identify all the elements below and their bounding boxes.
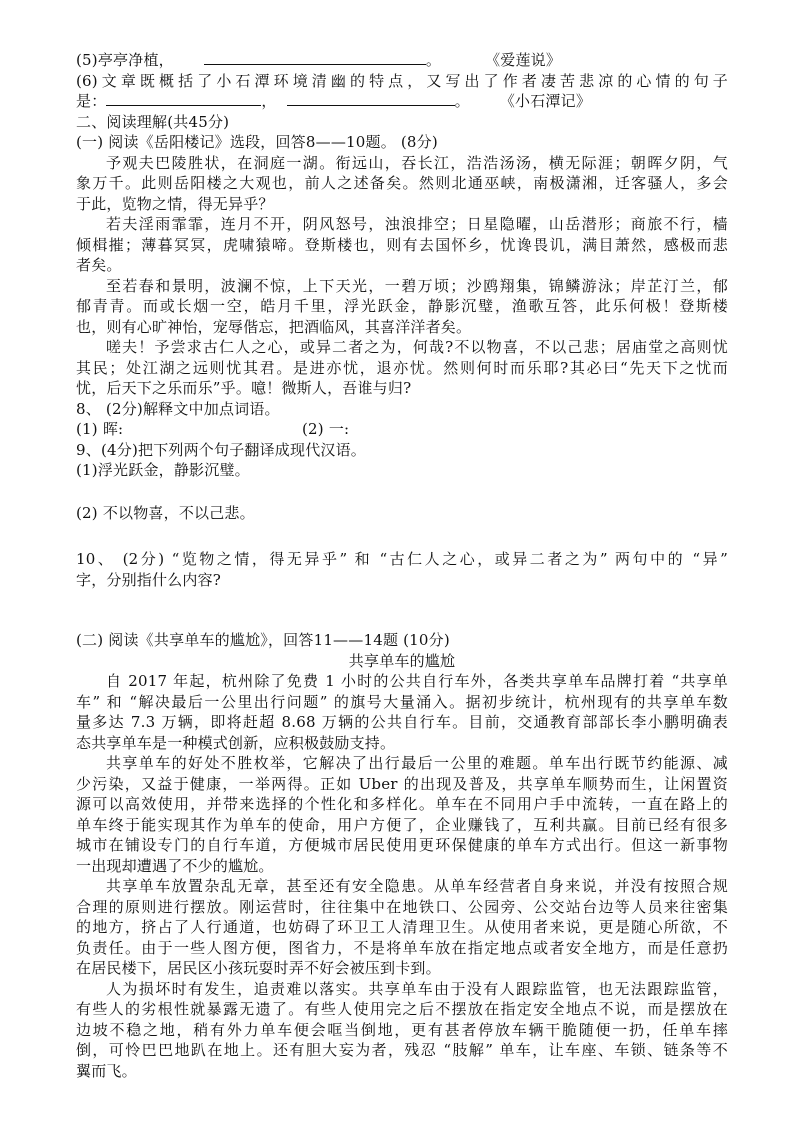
question-10-line2: 字，分别指什么内容? bbox=[76, 570, 222, 589]
question-6-line1: (6)文章既概括了小石潭环境清幽的特点，又写出了作者凄苦悲凉的心情的句子 bbox=[76, 71, 728, 90]
question-8-items bbox=[76, 419, 728, 440]
exam-page bbox=[76, 50, 728, 1081]
answer-blank[interactable] bbox=[287, 91, 455, 106]
question-9: 9、(4分)把下列两个句子翻译成现代汉语。 bbox=[76, 440, 366, 459]
article-title: 共享单车的尴尬 bbox=[348, 651, 456, 670]
passage-paragraph-3: 至若春和景明，波澜不惊，上下天光，一碧万顷；沙鸥翔集，锦鳞游泳；岸芷汀兰，郁 郁青青。而或长烟一空，皓月千里，浮光跃金，静影沉璧，渔歌互答，此乐何极！登斯楼 也，则有心旷神怡，宠辱偕忘，把酒临风，其喜洋洋者矣。 bbox=[76, 276, 728, 336]
answer-blank[interactable] bbox=[204, 50, 426, 65]
question-10-line1: 10、 (2分) “览物之情，得无异乎” 和 “古仁人之心，或异二者之为” 两句中的 “异” bbox=[76, 550, 728, 568]
article-paragraph-1: 自 2017 年起，杭州除了免费 1 小时的公共自行车外，各类共享单车品牌打着 “共享单 车” 和 “解决最后一公里出行问题” 的旗号大量涌入。据初步统计，杭州现有的共享单车数 量多达 7.3 万辆，即将赶超 8.68 万辆的公共自行车。目前，交通教育部部长李小鹏明确表 态共享单车是一种模式创新，应积极鼓励支持。 bbox=[76, 672, 728, 752]
question-8-item-2: (2) 一: bbox=[302, 420, 350, 438]
question-6-line2: 是： ， 。 《小石潭记》 bbox=[76, 92, 592, 110]
question-5-prefix: (5)亭亭净植， bbox=[76, 51, 174, 69]
question-6-source: 《小石潭记》 bbox=[499, 92, 592, 110]
article-paragraph-2: 共享单车的好处不胜枚举，它解决了出行最后一公里的难题。单车出行既节约能源、减 少污染，又益于健康，一举两得。正如 Uber 的出现及普及，共享单车顺势而生，让闲置资 源可以高效使用，并带来选择的个性化和多样化。单车在不同用户手中流转，一直在路上的 单车终于能实现其作为单车的使命，用户方便了，企业赚钱了，互利共赢。目前已经有很多 城市在铺设专门的自行车道，方便城市居民使用更环保健康的单车方式出行。但这一新事物 一出现却遭遇了不少的尴尬。 bbox=[76, 754, 728, 875]
question-8: 8、 (2分)解释文中加点词语。 bbox=[76, 399, 280, 418]
question-5-source: 《爱莲说》 bbox=[485, 51, 562, 69]
question-5: (5)亭亭净植， 。 《爱莲说》 bbox=[76, 51, 562, 69]
part1-heading: (一) 阅读《岳阳楼记》选段，回答8——10题。 (8分) bbox=[76, 133, 438, 151]
article-paragraph-3: 共享单车放置杂乱无章，甚至还有安全隐患。从单车经营者自身来说，并没有按照合规 合理的原则进行摆放。刚运营时，往往集中在地铁口、公园旁、公交站台边等人员来往密集 的地方，挤占了人行通道，也妨碍了环卫工人清理卫生。从使用者来说，更是随心所欲，不 负责任。由于一些人图方便，图省力，不是将单车放在指定地点或者安全地方，而是任意扔 在居民楼下，居民区小孩玩耍时弄不好会被压到卡到。 bbox=[76, 877, 728, 977]
part2-heading: (二) 阅读《共享单车的尴尬》，回答11——14题 (10分) bbox=[76, 631, 450, 649]
article-paragraph-4: 人为损坏时有发生，追责难以落实。共享单车由于没有人跟踪监管，也无法跟踪监管， 有些人的劣根性就暴露无遗了。有些人使用完之后不摆放在指定安全地点不说，而是摆放在 边坡不稳之地，稍有外力单车便会哐当倒地，更有甚者停放车辆干脆随便一扔，任单车摔 倒，可怜巴巴地趴在地上。还有胆大妄为者，残忍 “肢解” 单车，让车座、车锁、链条等不 翼而飞。 bbox=[76, 979, 728, 1080]
question-9-item-1: (1)浮光跃金，静影沉璧。 bbox=[76, 461, 250, 479]
section-heading: 二、阅读理解(共45分) bbox=[76, 112, 230, 131]
passage-paragraph-4: 嗟夫！予尝求古仁人之心，或异二者之为，何哉?不以物喜，不以己悲；居庙堂之高则忧 其民；处江湖之远则忧其君。是进亦忧，退亦忧。然则何时而乐耶?其必曰“先天下之忧而 忧，后天下之乐而乐”乎。噫！微斯人，吾谁与归? bbox=[76, 338, 728, 397]
passage-paragraph-1: 予观夫巴陵胜状，在洞庭一湖。衔远山，吞长江，浩浩汤汤，横无际涯；朝晖夕阴，气 象万千。此则岳阳楼之大观也，前人之述备矣。然则北通巫峡，南极潇湘，迁客骚人，多会 于此，览物之情，得无异乎？ bbox=[76, 153, 728, 213]
passage-paragraph-2: 若夫淫雨霏霏，连月不开，阴风怒号，浊浪排空；日星隐曜，山岳潜形；商旅不行，樯 倾楫摧；薄暮冥冥，虎啸猿啼。登斯楼也，则有去国怀乡，忧谗畏讥，满目萧然，感极而悲 者矣。 bbox=[76, 215, 728, 274]
answer-blank[interactable] bbox=[106, 91, 261, 106]
question-9-item-2: (2) 不以物喜，不以己悲。 bbox=[76, 503, 255, 522]
question-8-item-1: (1) 晖: bbox=[76, 420, 124, 438]
